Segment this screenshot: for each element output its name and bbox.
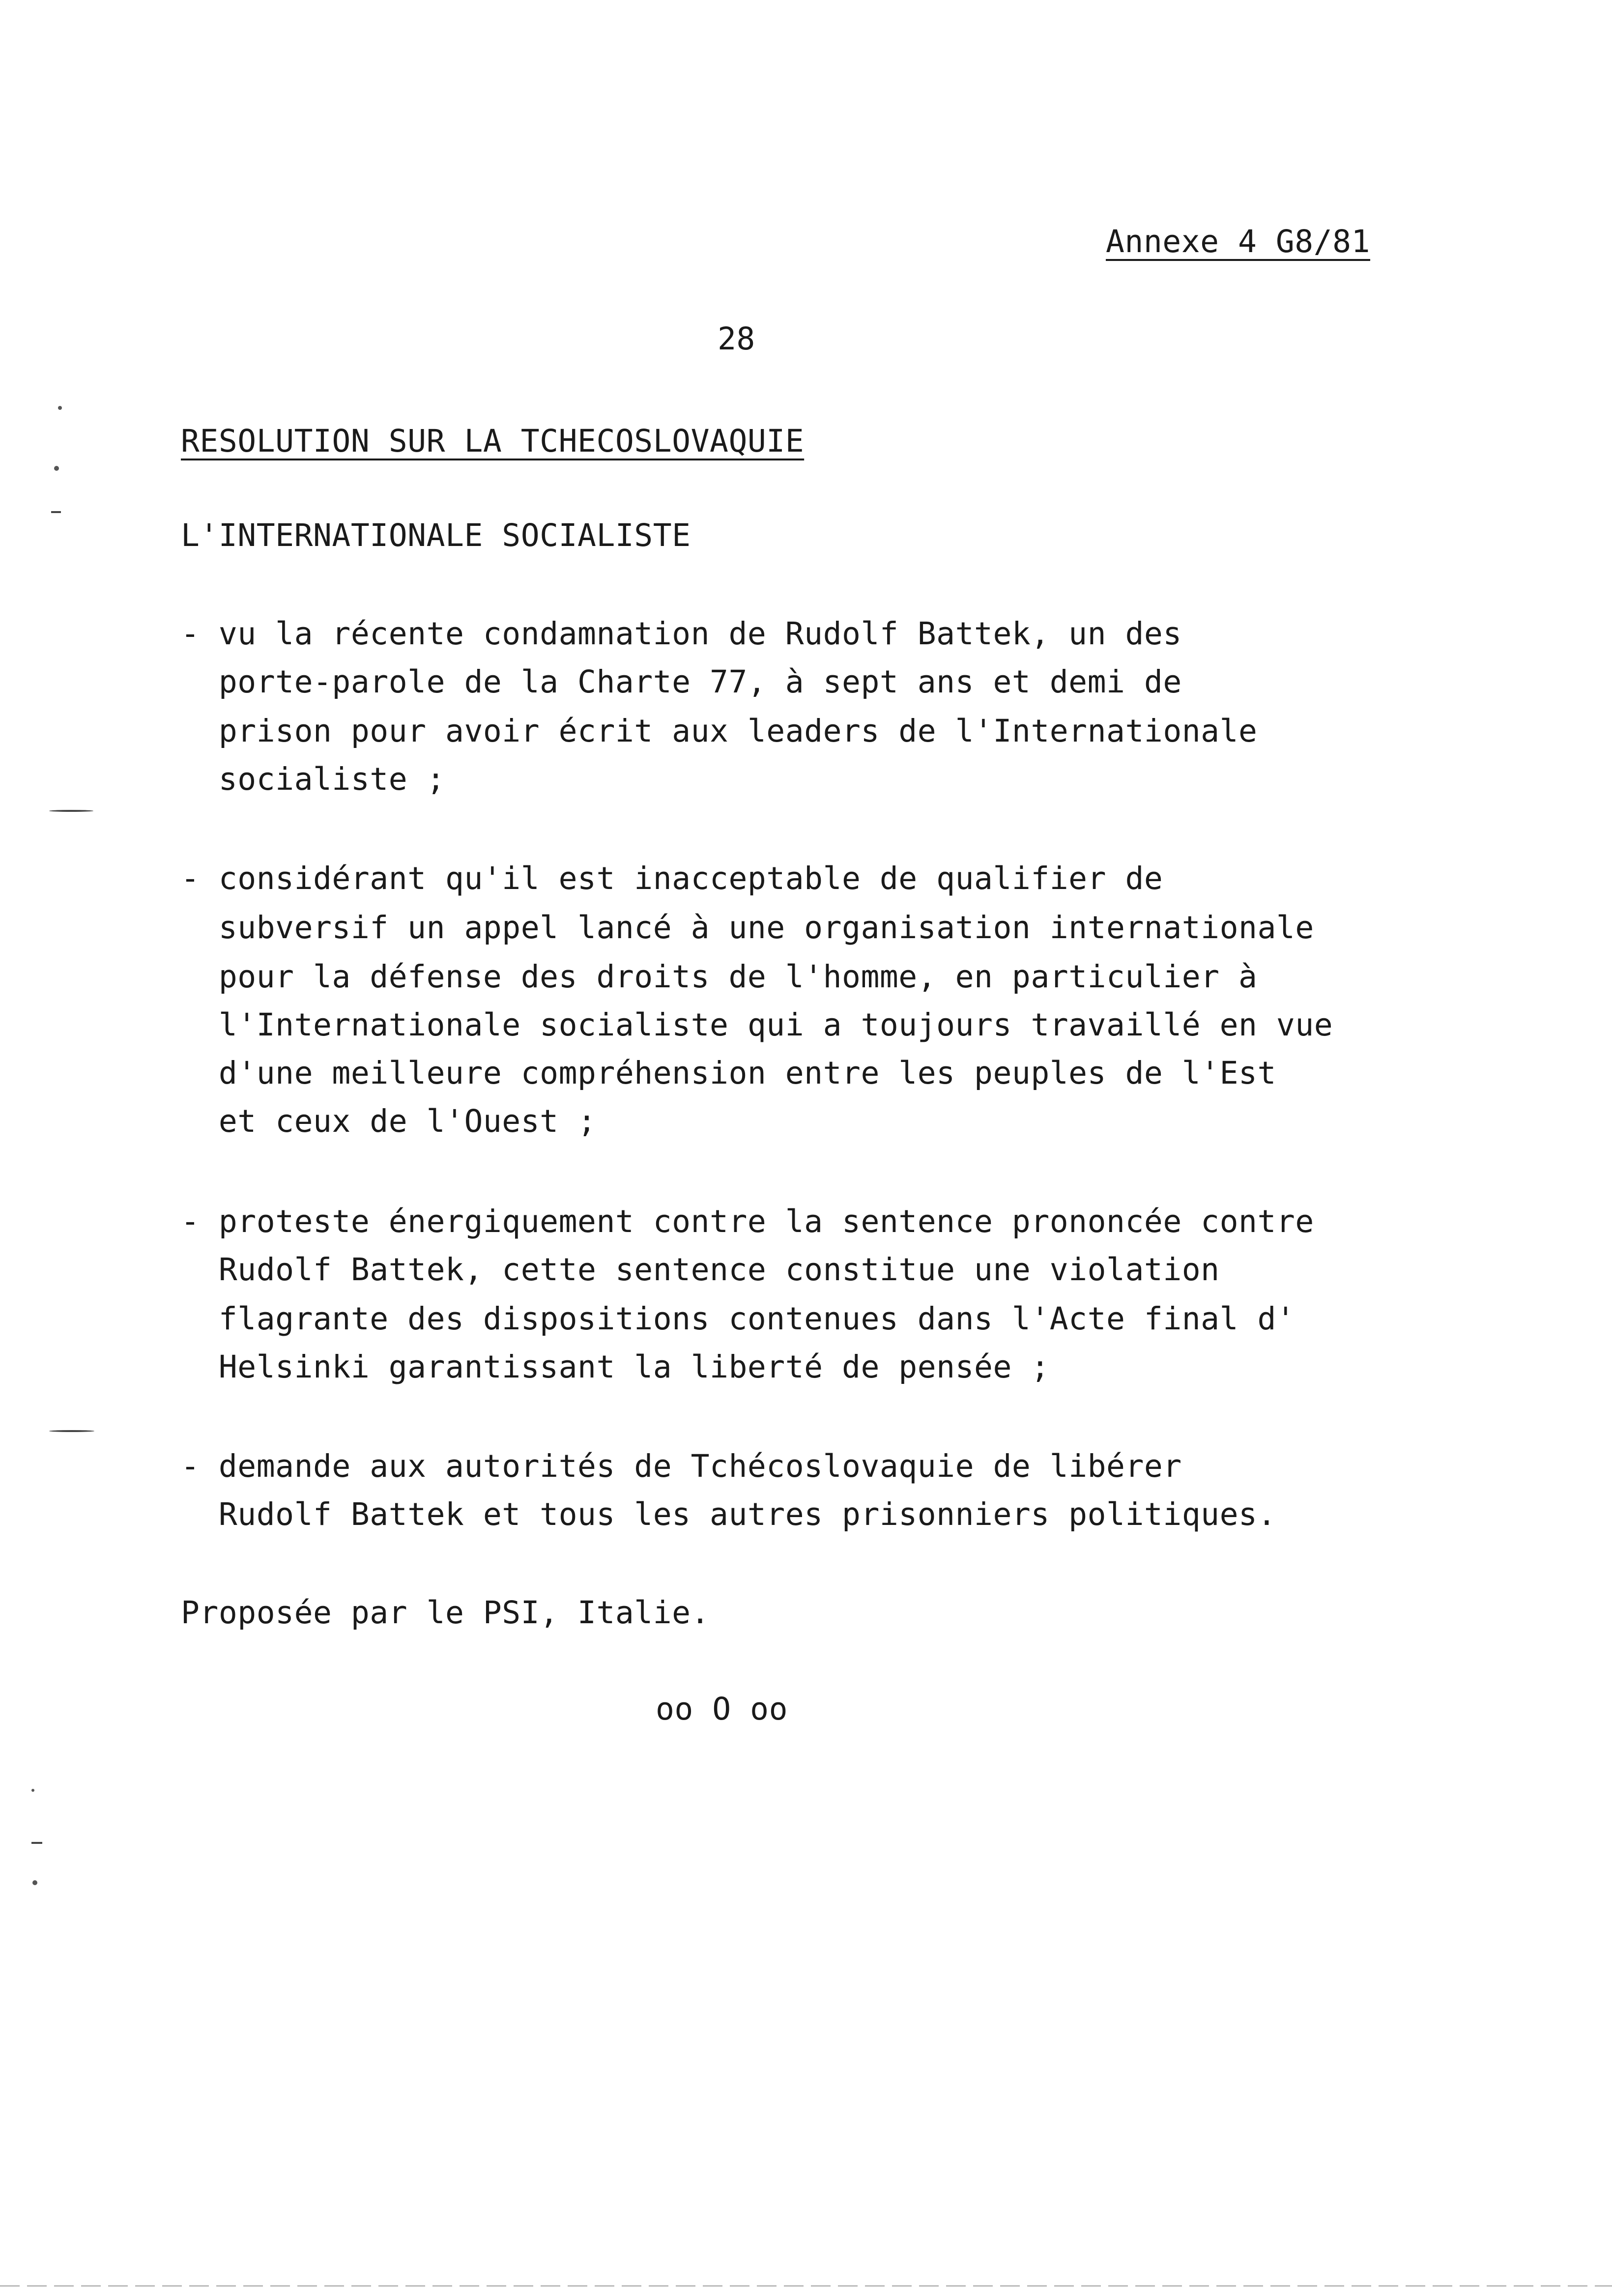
clause-3-line-1: - proteste énergiquement contre la sentence prononcée contre [181, 1204, 1314, 1239]
scan-bottom-edge [0, 2285, 1612, 2287]
end-mark: oo O oo [656, 1691, 788, 1727]
clause-3-line-2: Rudolf Battek, cette sentence constitue une violation [181, 1252, 1220, 1288]
clause-1-line-2: porte-parole de la Charte 77, à sept ans et demi de [181, 664, 1182, 700]
clause-1-line-4: socialiste ; [181, 761, 446, 797]
scan-speck [58, 406, 62, 410]
resolution-title: RESOLUTION SUR LA TCHECOSLOVAQUIE [181, 423, 805, 459]
scan-speck [54, 466, 59, 471]
clause-2-line-2: subversif un appel lancé à une organisation internationale [181, 910, 1314, 946]
clause-2-line-3: pour la défense des droits de l'homme, en particulier à [181, 959, 1258, 995]
page-number: 28 [718, 321, 755, 357]
clause-2-line-4: l'Internationale socialiste qui a toujours travaillé en vue [181, 1007, 1333, 1043]
clause-2-line-6: et ceux de l'Ouest ; [181, 1103, 597, 1139]
clause-4-line-2: Rudolf Battek et tous les autres prisonniers politiques. [181, 1496, 1276, 1532]
clause-1-line-3: prison pour avoir écrit aux leaders de l'Internationale [181, 713, 1258, 749]
scan-mark [49, 810, 93, 812]
proposed-by: Proposée par le PSI, Italie. [181, 1595, 710, 1631]
scan-speck [32, 1880, 37, 1885]
clause-4-line-1: - demande aux autorités de Tchécoslovaquie de libérer [181, 1448, 1182, 1484]
scan-mark [31, 1842, 42, 1844]
scan-mark [49, 1430, 94, 1432]
clause-1-line-1: - vu la récente condamnation de Rudolf Battek, un des [181, 616, 1182, 652]
clause-2-line-5: d'une meilleure compréhension entre les peuples de l'Est [181, 1055, 1276, 1091]
scan-speck [31, 1789, 34, 1792]
clause-3-line-3: flagrante des dispositions contenues dans l'Acte final d' [181, 1301, 1295, 1337]
clause-2-line-1: - considérant qu'il est inacceptable de qualifier de [181, 861, 1163, 896]
scan-mark [51, 511, 61, 513]
annex-reference: Annexe 4 G8/81 [1106, 224, 1371, 259]
clause-3-line-4: Helsinki garantissant la liberté de pensée ; [181, 1349, 1050, 1385]
resolution-subject: L'INTERNATIONALE SOCIALISTE [181, 517, 691, 553]
